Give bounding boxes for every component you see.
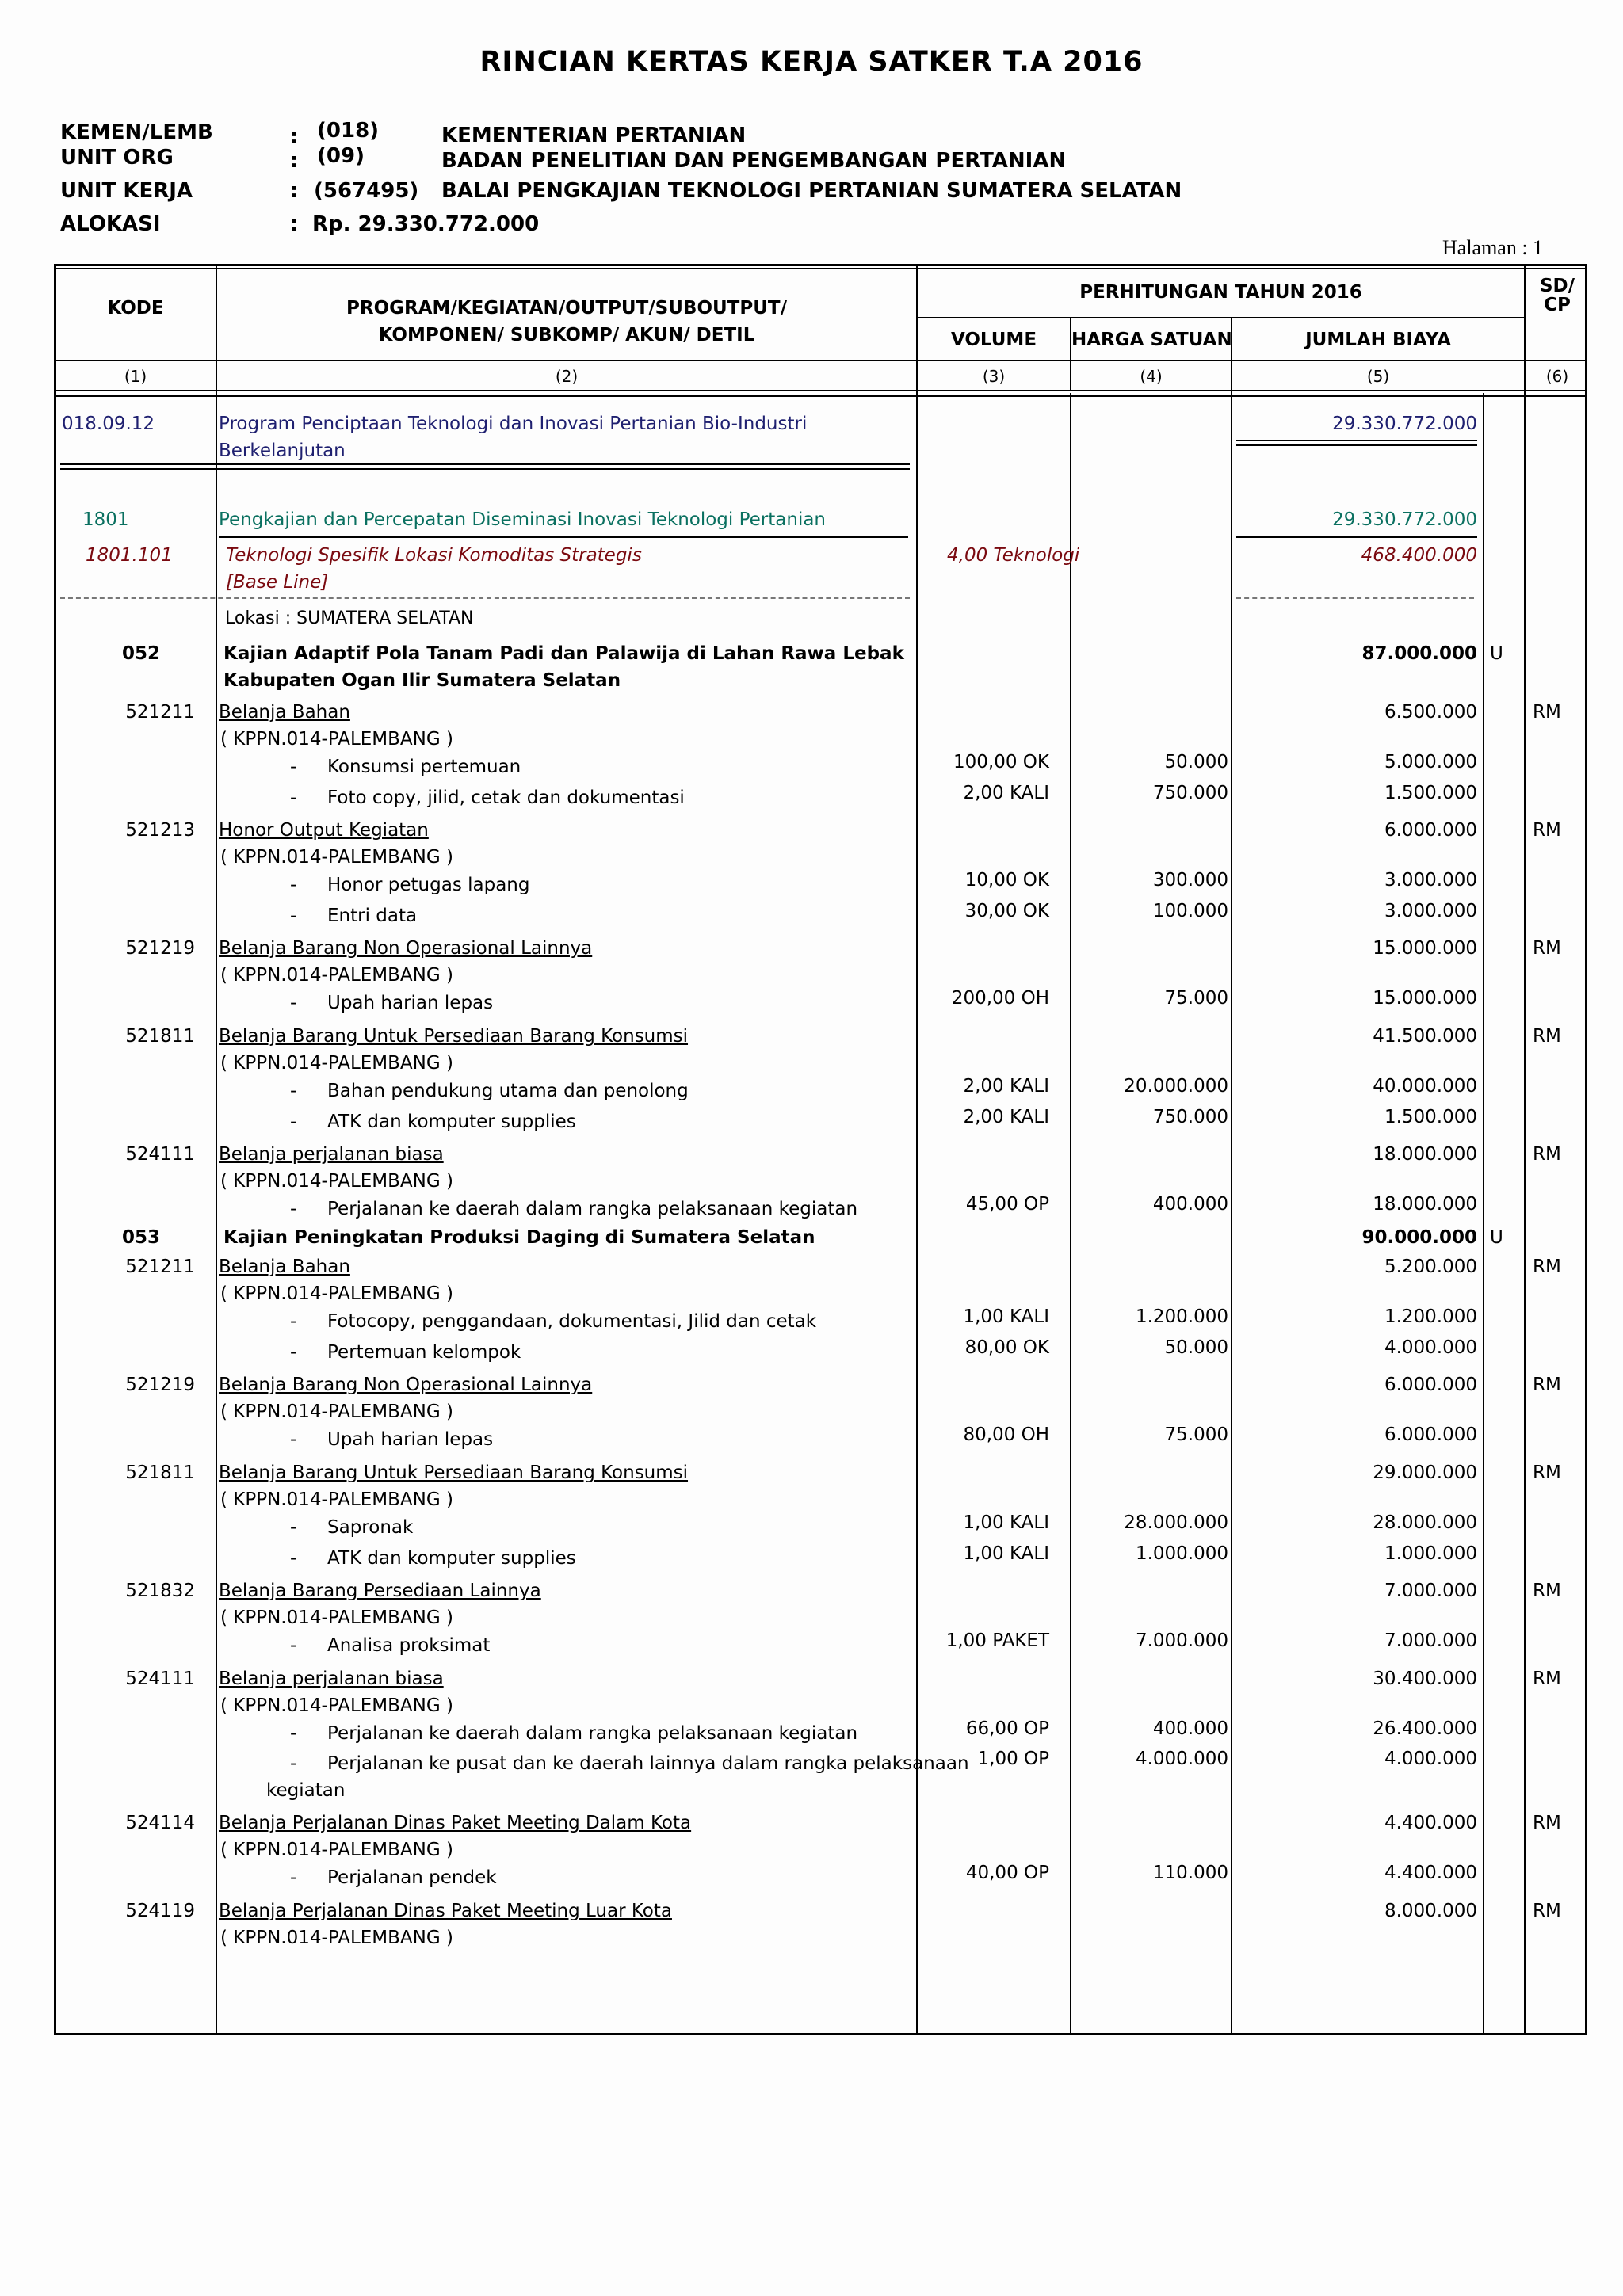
detail-volume: 30,00 OK <box>964 901 1049 921</box>
component-kode: 052 <box>121 643 160 664</box>
akun-jumlah: 6.000.000 <box>1384 820 1477 841</box>
detail-dash: - <box>290 1517 297 1538</box>
detail-name: Konsumsi pertemuan <box>327 757 521 777</box>
kppn-label: ( KPPN.014-PALEMBANG ) <box>220 847 453 868</box>
detail-volume: 10,00 OK <box>964 870 1049 891</box>
detail-jumlah: 4.400.000 <box>1384 1863 1477 1883</box>
detail-volume: 1,00 KALI <box>963 1306 1049 1327</box>
output-volume: 4,00 Teknologi <box>947 545 1080 566</box>
detail-volume: 80,00 OH <box>963 1425 1049 1445</box>
detail-harga: 4.000.000 <box>1135 1749 1228 1769</box>
unitkerja-label: UNIT KERJA <box>60 179 193 203</box>
output-jumlah: 468.400.000 <box>1361 545 1477 566</box>
detail-dash: - <box>290 1112 297 1132</box>
col-header-jumlah: JUMLAH BIAYA <box>1305 330 1451 350</box>
akun-sumber-dana: RM <box>1533 820 1561 841</box>
detail-harga: 28.000.000 <box>1124 1512 1228 1533</box>
kegiatan-jumlah-underline <box>1236 536 1477 538</box>
detail-volume: 1,00 OP <box>977 1749 1049 1769</box>
detail-harga: 7.000.000 <box>1135 1630 1228 1651</box>
akun-name: Belanja Barang Untuk Persediaan Barang Konsumsi <box>219 1463 689 1483</box>
akun-name: Belanja Barang Persediaan Lainnya <box>219 1581 541 1601</box>
detail-volume: 1,00 KALI <box>963 1512 1049 1533</box>
detail-jumlah: 1.500.000 <box>1384 783 1477 803</box>
kppn-label: ( KPPN.014-PALEMBANG ) <box>220 1928 453 1948</box>
detail-harga: 400.000 <box>1152 1718 1228 1739</box>
col-header-harga: HARGA SATUAN <box>1071 330 1232 350</box>
detail-volume: 66,00 OP <box>965 1718 1049 1739</box>
detail-jumlah: 7.000.000 <box>1384 1630 1477 1651</box>
akun-jumlah: 6.000.000 <box>1384 1375 1477 1395</box>
detail-dash: - <box>290 757 297 777</box>
output-name: Teknologi Spesifik Lokasi Komoditas Strategis <box>226 545 642 566</box>
akun-kode: 524119 <box>125 1901 195 1921</box>
detail-harga: 750.000 <box>1152 783 1228 803</box>
akun-jumlah: 5.200.000 <box>1384 1257 1477 1277</box>
detail-name: Perjalanan pendek <box>327 1867 497 1888</box>
detail-dash: - <box>290 1753 297 1774</box>
akun-kode: 521811 <box>125 1026 195 1047</box>
detail-jumlah: 5.000.000 <box>1384 752 1477 772</box>
colnum-bottom-line-2 <box>55 395 1587 397</box>
akun-sumber-dana: RM <box>1533 1144 1561 1165</box>
akun-kode: 524111 <box>125 1669 195 1689</box>
kemen-code: (018) <box>317 119 380 143</box>
kegiatan-name: Pengkajian dan Percepatan Diseminasi Inovasi Teknologi Pertanian <box>219 509 827 530</box>
detail-jumlah: 3.000.000 <box>1384 901 1477 921</box>
detail-harga: 1.000.000 <box>1135 1543 1228 1564</box>
detail-jumlah: 26.400.000 <box>1373 1718 1477 1739</box>
program-name-cont: Berkelanjutan <box>219 441 346 461</box>
detail-name: Perjalanan ke daerah dalam rangka pelaksanaan kegiatan <box>327 1723 858 1744</box>
colon: : <box>290 212 299 236</box>
akun-sumber-dana: RM <box>1533 1463 1561 1483</box>
detail-volume: 200,00 OH <box>951 988 1049 1009</box>
akun-jumlah: 6.500.000 <box>1384 702 1477 723</box>
detail-volume: 2,00 KALI <box>963 1107 1049 1127</box>
program-jumlah: 29.330.772.000 <box>1332 414 1477 434</box>
akun-name: Belanja Perjalanan Dinas Paket Meeting Dalam Kota <box>219 1813 692 1833</box>
alokasi-label: ALOKASI <box>60 212 161 236</box>
detail-jumlah: 3.000.000 <box>1384 870 1477 891</box>
detail-name: Sapronak <box>327 1517 414 1538</box>
kppn-label: ( KPPN.014-PALEMBANG ) <box>220 965 453 986</box>
program-kode: 018.09.12 <box>62 414 155 434</box>
akun-name: Belanja Perjalanan Dinas Paket Meeting Luar Kota <box>219 1901 672 1921</box>
colnum-bottom-line <box>55 390 1587 391</box>
header-divider <box>917 317 1526 318</box>
detail-harga: 75.000 <box>1164 988 1228 1009</box>
detail-jumlah: 28.000.000 <box>1373 1512 1477 1533</box>
col-line <box>1483 393 1484 2034</box>
col-header-kode: KODE <box>107 298 164 318</box>
akun-kode: 521211 <box>125 1257 195 1277</box>
detail-harga: 50.000 <box>1164 1337 1228 1358</box>
kppn-label: ( KPPN.014-PALEMBANG ) <box>220 1489 453 1510</box>
page-title: RINCIAN KERTAS KERJA SATKER T.A 2016 <box>479 46 1144 78</box>
detail-name: Upah harian lepas <box>327 993 494 1013</box>
detail-name-cont: kegiatan <box>266 1780 346 1801</box>
detail-jumlah: 6.000.000 <box>1384 1425 1477 1445</box>
program-underline <box>60 463 910 470</box>
component-flag: U <box>1490 1227 1503 1248</box>
detail-dash: - <box>290 875 297 895</box>
col-number-5: (5) <box>1366 367 1390 386</box>
component-name-cont: Kabupaten Ogan Ilir Sumatera Selatan <box>223 670 621 691</box>
akun-jumlah: 30.400.000 <box>1373 1669 1477 1689</box>
kppn-label: ( KPPN.014-PALEMBANG ) <box>220 1171 453 1192</box>
akun-kode: 521213 <box>125 820 195 841</box>
detail-dash: - <box>290 1635 297 1656</box>
col-header-cp: CP <box>1544 295 1571 315</box>
detail-volume: 2,00 KALI <box>963 1076 1049 1097</box>
detail-name: Perjalanan ke pusat dan ke daerah lainnya dalam rangka pelaksanaan <box>327 1753 969 1774</box>
page-number: Halaman : 1 <box>1442 236 1544 259</box>
detail-name: ATK dan komputer supplies <box>327 1112 576 1132</box>
detail-name: Analisa proksimat <box>327 1635 491 1656</box>
detail-volume: 2,00 KALI <box>963 783 1049 803</box>
detail-jumlah: 1.500.000 <box>1384 1107 1477 1127</box>
output-dashed-line <box>60 597 910 599</box>
akun-name: Belanja Barang Untuk Persediaan Barang Konsumsi <box>219 1026 689 1047</box>
detail-name: Pertemuan kelompok <box>327 1342 521 1363</box>
akun-name: Belanja Bahan <box>219 1257 350 1277</box>
akun-name: Belanja perjalanan biasa <box>219 1669 444 1689</box>
col-header-sd: SD/ <box>1539 276 1575 296</box>
kppn-label: ( KPPN.014-PALEMBANG ) <box>220 1402 453 1422</box>
akun-jumlah: 8.000.000 <box>1384 1901 1477 1921</box>
output-tag: [Base Line] <box>226 572 329 593</box>
akun-kode: 524114 <box>125 1813 195 1833</box>
detail-harga: 400.000 <box>1152 1194 1228 1215</box>
colon: : <box>290 149 299 173</box>
detail-name: ATK dan komputer supplies <box>327 1548 576 1569</box>
detail-name: Entri data <box>327 906 418 926</box>
kemen-name: KEMENTERIAN PERTANIAN <box>441 124 747 147</box>
unitorg-code: (09) <box>317 144 365 168</box>
akun-jumlah: 41.500.000 <box>1373 1026 1477 1047</box>
col-number-3: (3) <box>982 367 1006 386</box>
akun-sumber-dana: RM <box>1533 1257 1561 1277</box>
detail-harga: 20.000.000 <box>1124 1076 1228 1097</box>
kegiatan-kode: 1801 <box>82 509 129 530</box>
kppn-label: ( KPPN.014-PALEMBANG ) <box>220 1608 453 1628</box>
col-number-4: (4) <box>1140 367 1163 386</box>
col-header-program-2: KOMPONEN/ SUBKOMP/ AKUN/ DETIL <box>378 325 755 345</box>
detail-harga: 1.200.000 <box>1135 1306 1228 1327</box>
detail-jumlah: 4.000.000 <box>1384 1337 1477 1358</box>
component-jumlah: 87.000.000 <box>1361 643 1477 664</box>
detail-dash: - <box>290 1867 297 1888</box>
detail-name: Fotocopy, penggandaan, dokumentasi, Jilid dan cetak <box>327 1311 817 1332</box>
component-name: Kajian Adaptif Pola Tanam Padi dan Palawija di Lahan Rawa Lebak <box>223 643 904 664</box>
detail-name: Foto copy, jilid, cetak dan dokumentasi <box>327 788 685 808</box>
unitorg-name: BADAN PENELITIAN DAN PENGEMBANGAN PERTANIAN <box>441 149 1067 173</box>
detail-harga: 50.000 <box>1164 752 1228 772</box>
detail-dash: - <box>290 906 297 926</box>
col-line <box>1231 317 1232 2034</box>
akun-sumber-dana: RM <box>1533 702 1561 723</box>
detail-dash: - <box>290 1081 297 1101</box>
akun-name: Honor Output Kegiatan <box>219 820 429 841</box>
detail-volume: 80,00 OK <box>964 1337 1049 1358</box>
akun-name: Belanja Bahan <box>219 702 350 723</box>
detail-dash: - <box>290 1548 297 1569</box>
col-header-perhitungan: PERHITUNGAN TAHUN 2016 <box>1079 282 1362 303</box>
kppn-label: ( KPPN.014-PALEMBANG ) <box>220 1053 453 1074</box>
akun-kode: 524111 <box>125 1144 195 1165</box>
detail-name: Honor petugas lapang <box>327 875 530 895</box>
colon: : <box>290 125 299 149</box>
detail-name: Upah harian lepas <box>327 1429 494 1450</box>
akun-sumber-dana: RM <box>1533 1026 1561 1047</box>
detail-dash: - <box>290 1429 297 1450</box>
kppn-label: ( KPPN.014-PALEMBANG ) <box>220 729 453 749</box>
component-name: Kajian Peningkatan Produksi Daging di Sumatera Selatan <box>223 1227 815 1248</box>
lokasi-label: Lokasi : SUMATERA SELATAN <box>225 608 474 628</box>
component-flag: U <box>1490 643 1503 664</box>
akun-kode: 521811 <box>125 1463 195 1483</box>
detail-dash: - <box>290 788 297 808</box>
frame-double-line <box>55 268 1587 269</box>
detail-harga: 750.000 <box>1152 1107 1228 1127</box>
akun-sumber-dana: RM <box>1533 1669 1561 1689</box>
akun-sumber-dana: RM <box>1533 1581 1561 1601</box>
akun-jumlah: 7.000.000 <box>1384 1581 1477 1601</box>
akun-name: Belanja Barang Non Operasional Lainnya <box>219 938 593 959</box>
akun-kode: 521219 <box>125 938 195 959</box>
akun-name: Belanja perjalanan biasa <box>219 1144 444 1165</box>
akun-jumlah: 15.000.000 <box>1373 938 1477 959</box>
colon: : <box>290 179 299 203</box>
col-line <box>1524 266 1526 2034</box>
kegiatan-underline <box>219 536 908 538</box>
detail-volume: 45,00 OP <box>965 1194 1049 1215</box>
program-name: Program Penciptaan Teknologi dan Inovasi Pertanian Bio-Industri <box>219 414 808 434</box>
kppn-label: ( KPPN.014-PALEMBANG ) <box>220 1695 453 1716</box>
akun-name: Belanja Barang Non Operasional Lainnya <box>219 1375 593 1395</box>
akun-jumlah: 4.400.000 <box>1384 1813 1477 1833</box>
detail-dash: - <box>290 1311 297 1332</box>
detail-jumlah: 4.000.000 <box>1384 1749 1477 1769</box>
detail-harga: 75.000 <box>1164 1425 1228 1445</box>
detail-jumlah: 1.200.000 <box>1384 1306 1477 1327</box>
akun-jumlah: 29.000.000 <box>1373 1463 1477 1483</box>
unitkerja-code: (567495) <box>314 179 419 203</box>
detail-name: Bahan pendukung utama dan penolong <box>327 1081 689 1101</box>
detail-name: Perjalanan ke daerah dalam rangka pelaksanaan kegiatan <box>327 1199 858 1219</box>
akun-sumber-dana: RM <box>1533 1901 1561 1921</box>
detail-harga: 300.000 <box>1152 870 1228 891</box>
detail-harga: 100.000 <box>1152 901 1228 921</box>
col-header-program-1: PROGRAM/KEGIATAN/OUTPUT/SUBOUTPUT/ <box>346 298 787 318</box>
alokasi-value: Rp. 29.330.772.000 <box>312 212 540 236</box>
component-kode: 053 <box>121 1227 160 1248</box>
akun-kode: 521832 <box>125 1581 195 1601</box>
akun-kode: 521219 <box>125 1375 195 1395</box>
kppn-label: ( KPPN.014-PALEMBANG ) <box>220 1283 453 1304</box>
akun-sumber-dana: RM <box>1533 938 1561 959</box>
unitkerja-name: BALAI PENGKAJIAN TEKNOLOGI PERTANIAN SUMATERA SELATAN <box>441 179 1182 203</box>
detail-harga: 110.000 <box>1152 1863 1228 1883</box>
col-number-6: (6) <box>1545 367 1569 386</box>
detail-volume: 1,00 KALI <box>963 1543 1049 1564</box>
akun-jumlah: 18.000.000 <box>1373 1144 1477 1165</box>
kemen-label: KEMEN/LEMB <box>60 120 213 144</box>
detail-jumlah: 18.000.000 <box>1373 1194 1477 1215</box>
kppn-label: ( KPPN.014-PALEMBANG ) <box>220 1840 453 1860</box>
output-jumlah-dashed-line <box>1236 597 1474 599</box>
detail-volume: 100,00 OK <box>953 752 1049 772</box>
program-jumlah-underline <box>1236 440 1477 446</box>
detail-volume: 1,00 PAKET <box>945 1630 1049 1651</box>
col-number-2: (2) <box>555 367 579 386</box>
detail-jumlah: 1.000.000 <box>1384 1543 1477 1564</box>
output-kode: 1801.101 <box>86 545 173 566</box>
unitorg-label: UNIT ORG <box>60 146 174 170</box>
akun-sumber-dana: RM <box>1533 1813 1561 1833</box>
detail-dash: - <box>290 1342 297 1363</box>
detail-jumlah: 40.000.000 <box>1373 1076 1477 1097</box>
header-bottom-line <box>55 360 1587 361</box>
detail-dash: - <box>290 1723 297 1744</box>
detail-jumlah: 15.000.000 <box>1373 988 1477 1009</box>
col-line <box>216 266 217 2034</box>
detail-dash: - <box>290 1199 297 1219</box>
col-header-volume: VOLUME <box>950 330 1037 350</box>
col-number-1: (1) <box>124 367 147 386</box>
kegiatan-jumlah: 29.330.772.000 <box>1332 509 1477 530</box>
detail-dash: - <box>290 993 297 1013</box>
akun-kode: 521211 <box>125 702 195 723</box>
akun-sumber-dana: RM <box>1533 1375 1561 1395</box>
component-jumlah: 90.000.000 <box>1361 1227 1477 1248</box>
detail-volume: 40,00 OP <box>965 1863 1049 1883</box>
